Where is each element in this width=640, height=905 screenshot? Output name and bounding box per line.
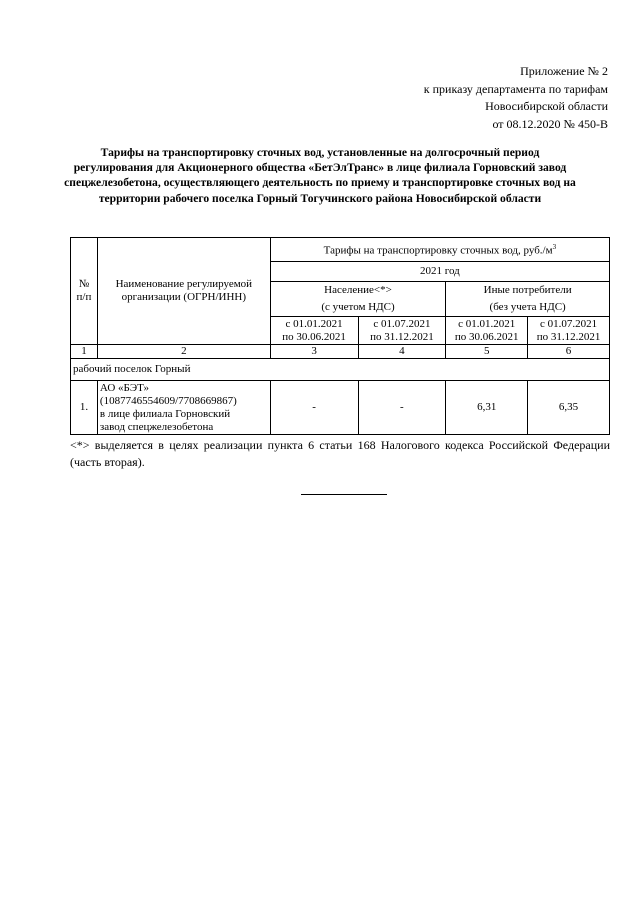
tariff-value: 6,31 bbox=[446, 381, 528, 435]
org-ids: (1087746554609/7708669867) bbox=[99, 394, 237, 407]
document-title: Тарифы на транспортировку сточных вод, установленные на долгосрочный период регулирования для Акционерного общества «БетЭлТранс» в лице филиала Горновский завод спецжелезобетона, осуществляющего деятельность по приему и транспортировке сточных вод на территории рабочего поселка Горный Тогучинского района Новосибирской области bbox=[64, 146, 576, 205]
period-from: с 01.01.2021 bbox=[285, 317, 343, 330]
period-header bbox=[446, 317, 528, 345]
header-population bbox=[270, 282, 446, 317]
table-row bbox=[71, 381, 610, 435]
column-index-row bbox=[71, 345, 610, 359]
period-to: по 31.12.2021 bbox=[536, 330, 601, 343]
index-cell: 5 bbox=[446, 345, 528, 359]
period-header bbox=[528, 317, 610, 345]
unit-superscript: 3 bbox=[552, 243, 557, 252]
index-cell: 4 bbox=[358, 345, 446, 359]
population-label: Население<*> bbox=[324, 284, 392, 296]
index-cell: 2 bbox=[97, 345, 270, 359]
period-header bbox=[270, 317, 358, 345]
org-name: АО «БЭТ» bbox=[99, 381, 150, 394]
row-num: 1. bbox=[71, 381, 98, 435]
row-organization bbox=[97, 381, 270, 435]
tariff-value: 6,35 bbox=[528, 381, 610, 435]
index-cell: 1 bbox=[71, 345, 98, 359]
appendix-line: от 08.12.2020 № 450-В bbox=[492, 116, 608, 131]
tariff-table bbox=[70, 237, 610, 435]
period-from: с 01.01.2021 bbox=[458, 317, 516, 330]
header-organization: Наименование регулируемой организации (ОГРН/ИНН) bbox=[97, 238, 270, 345]
header-other-consumers bbox=[446, 282, 610, 317]
tariff-value: - bbox=[270, 381, 358, 435]
index-cell: 3 bbox=[270, 345, 358, 359]
footnote: <*> выделяется в целях реализации пункта 6 статьи 168 Налогового кодекса Российской Федерации (часть вторая). bbox=[70, 438, 610, 469]
population-vat-note: (с учетом НДС) bbox=[321, 301, 395, 313]
header-num: № п/п bbox=[71, 238, 98, 345]
period-from: с 01.07.2021 bbox=[373, 317, 431, 330]
header-year: 2021 год bbox=[270, 262, 609, 282]
tariff-header-text: Тарифы на транспортировку сточных вод, руб./м bbox=[323, 244, 553, 257]
org-branch: в лице филиала Горновский bbox=[99, 407, 231, 420]
other-consumers-vat-note: (без учета НДС) bbox=[489, 301, 566, 313]
section-row: рабочий поселок Горный bbox=[71, 359, 610, 381]
period-header bbox=[358, 317, 446, 345]
tariff-value: - bbox=[358, 381, 446, 435]
header-tariffs bbox=[270, 238, 609, 262]
appendix-line: Приложение № 2 bbox=[520, 64, 608, 78]
org-branch-cont: завод спецжелезобетона bbox=[99, 420, 214, 433]
period-to: по 31.12.2021 bbox=[370, 330, 434, 343]
period-to: по 30.06.2021 bbox=[282, 330, 346, 343]
period-to: по 30.06.2021 bbox=[454, 330, 519, 343]
appendix-header bbox=[424, 63, 608, 133]
closing-rule bbox=[301, 494, 387, 495]
other-consumers-label: Иные потребители bbox=[483, 284, 572, 296]
period-from: с 01.07.2021 bbox=[539, 317, 598, 330]
appendix-line: к приказу департамента по тарифам bbox=[423, 81, 608, 96]
appendix-line: Новосибирской области bbox=[485, 99, 608, 113]
index-cell: 6 bbox=[528, 345, 610, 359]
